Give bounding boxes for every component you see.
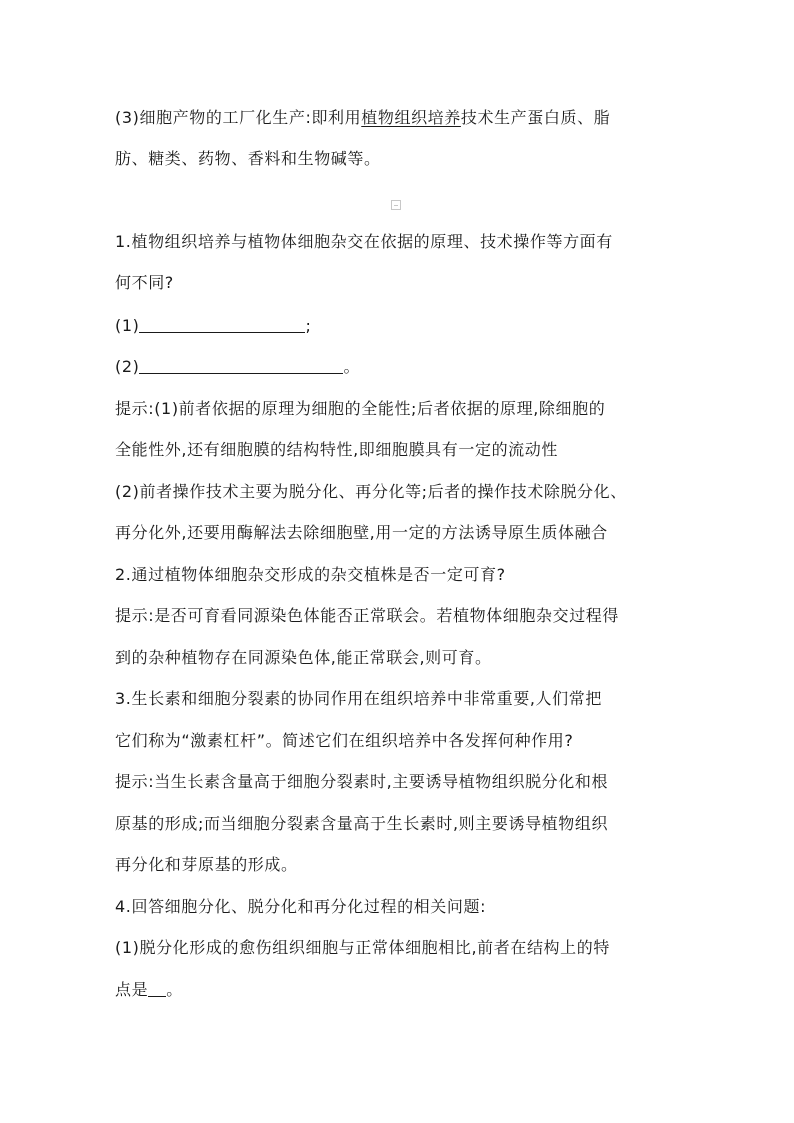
q1-hint-line-4: 再分化外,还要用酶解法去除细胞壁,用一定的方法诱导原生质体融合	[115, 523, 608, 542]
q4-sub1-line-1: (1)脱分化形成的愈伤组织细胞与正常体细胞相比,前者在结构上的特	[115, 938, 610, 957]
q1-hint-line-2: 全能性外,还有细胞膜的结构特性,即细胞膜具有一定的流动性	[115, 440, 558, 459]
q3-line-2: 它们称为“激素杠杆”。简述它们在组织培养中各发挥何种作用?	[115, 731, 574, 750]
q3-line-1: 3.生长素和细胞分裂素的协同作用在组织培养中非常重要,人们常把	[115, 689, 602, 708]
intro-suffix: 技术生产蛋白质、脂	[460, 108, 611, 127]
q4-sub1-prefix: 点是	[115, 980, 149, 999]
q1-blank-2-line	[115, 357, 360, 377]
q1-blank-1-line	[115, 316, 311, 336]
placeholder-marker-icon	[391, 200, 401, 210]
q2-hint-line-2: 到的杂种植物存在同源染色体,能正常联会,则可育。	[115, 648, 492, 667]
intro-underlined-term: 植物组织培养	[361, 108, 461, 127]
intro-line-2: 肪、糖类、药物、香料和生物碱等。	[115, 149, 381, 168]
q4-sub1-end: 。	[166, 980, 183, 999]
q4-line-1: 4.回答细胞分化、脱分化和再分化过程的相关问题:	[115, 897, 487, 916]
q4-sub1-line-2	[115, 980, 183, 1000]
answer-blank-2[interactable]	[139, 357, 343, 374]
q1-blank-1-end: ;	[305, 316, 312, 335]
q1-blank-2-label: (2)	[115, 357, 140, 376]
q1-blank-2-end: 。	[343, 357, 361, 376]
q1-hint-line-3: (2)前者操作技术主要为脱分化、再分化等;后者的操作技术除脱分化、	[115, 482, 627, 501]
answer-blank-1[interactable]	[139, 316, 305, 333]
q3-hint-line-1: 提示:当生长素含量高于细胞分裂素时,主要诱导植物组织脱分化和根	[115, 772, 609, 791]
q2-line-1: 2.通过植物体细胞杂交形成的杂交植株是否一定可育?	[115, 565, 506, 584]
intro-prefix: (3)细胞产物的工厂化生产:即利用	[115, 108, 362, 127]
q1-line-1: 1.植物组织培养与植物体细胞杂交在依据的原理、技术操作等方面有	[115, 232, 613, 251]
q3-hint-line-2: 原基的形成;而当细胞分裂素含量高于生长素时,则主要诱导植物组织	[115, 814, 609, 833]
q3-hint-line-3: 再分化和芽原基的形成。	[115, 855, 298, 874]
q1-line-2: 何不同?	[115, 273, 174, 292]
q2-hint-line-1: 提示:是否可育看同源染色体能否正常联会。若植物体细胞杂交过程得	[115, 606, 619, 625]
answer-blank-3[interactable]	[148, 980, 166, 997]
q1-blank-1-label: (1)	[115, 316, 140, 335]
q1-hint-line-1: 提示:(1)前者依据的原理为细胞的全能性;后者依据的原理,除细胞的	[115, 399, 606, 418]
intro-line-1	[115, 108, 610, 128]
